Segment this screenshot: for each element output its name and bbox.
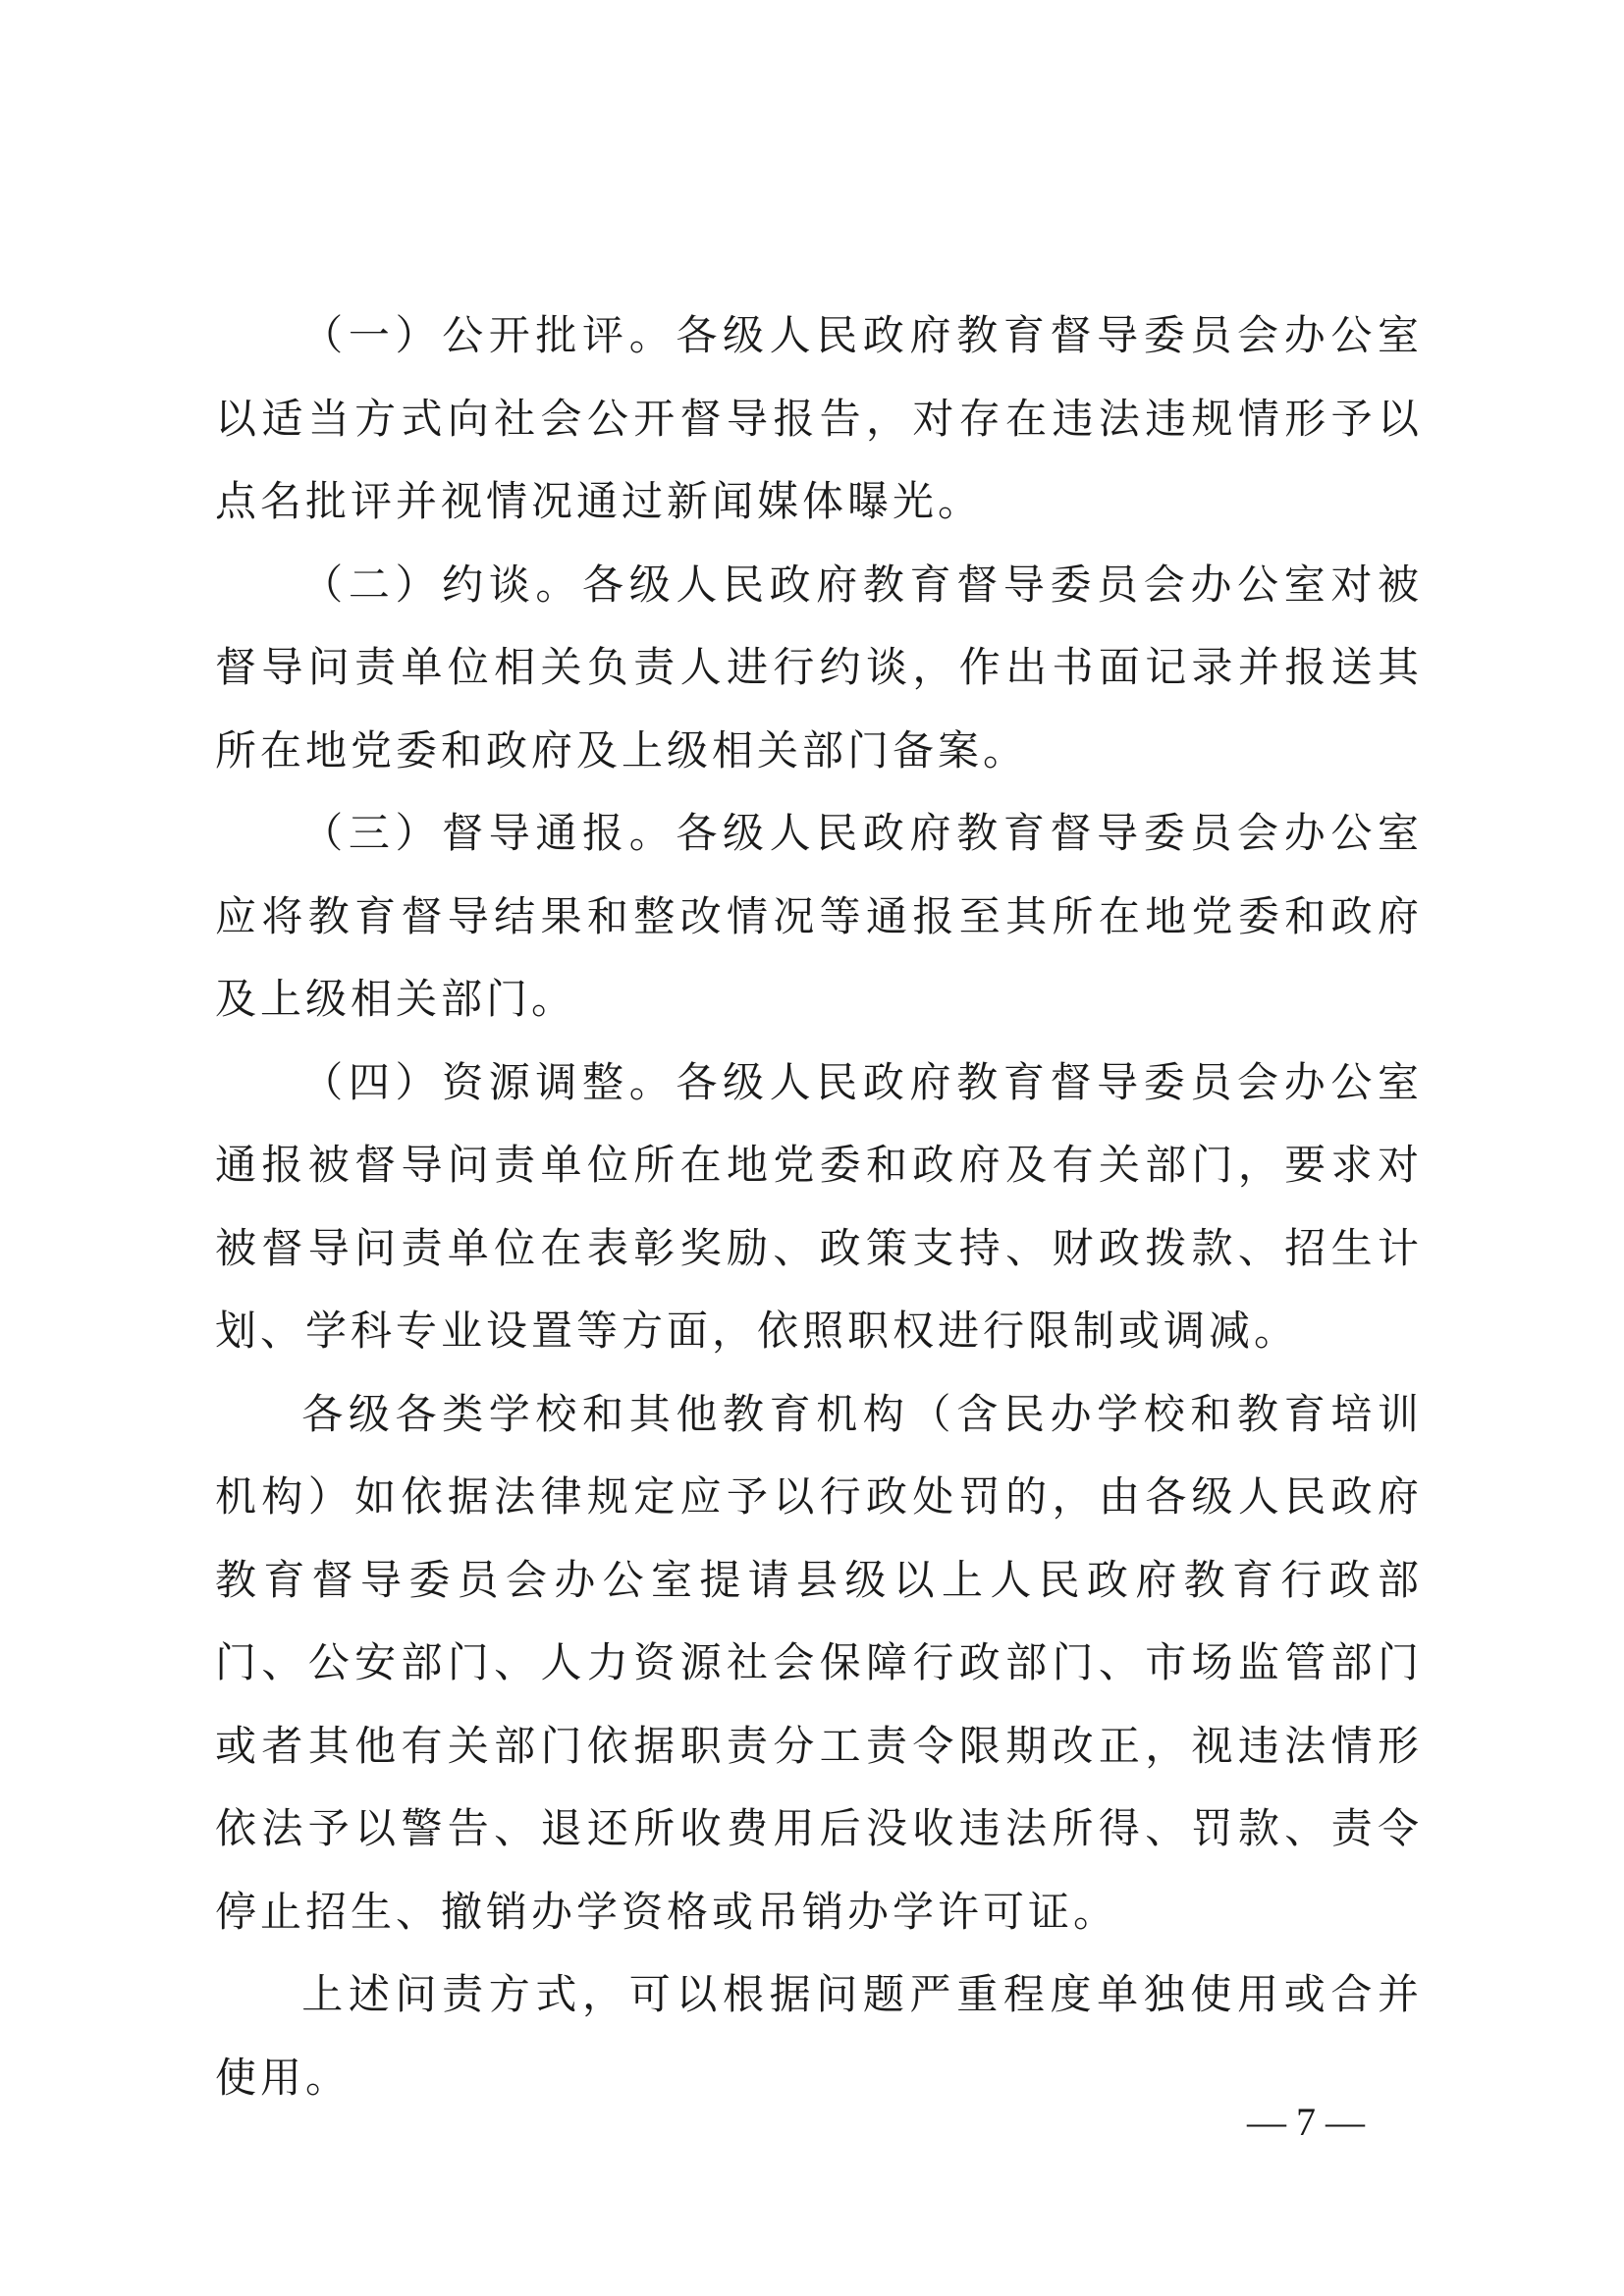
paragraph-public-criticism: （一）公开批评。各级人民政府教育督导委员会办公室以适当方式向社会公开督导报告，对存在违法违规情形予以点名批评并视情况通过新闻媒体曝光。 [215,311,1423,525]
page-number: — 7 — [1247,2100,1365,2144]
paragraph-interview: （二）约谈。各级人民政府教育督导委员会办公室对被督导问责单位相关负责人进行约谈，作出书面记录并报送其所在地党委和政府及上级相关部门备案。 [215,560,1423,774]
paragraph-administrative-penalty: 各级各类学校和其他教育机构（含民办学校和教育培训机构）如依据法律规定应予以行政处罚的，由各级人民政府教育督导委员会办公室提请县级以上人民政府教育行政部门、公安部门、人力资源社会保障行政部门、市场监管部门或者其他有关部门依据职责分工责令限期改正，视违法情形依法予以警告、退还所收费用后没收违法所得、罚款、责令停止招生、撤销办学资格或吊销办学许可证。 [215,1389,1423,1936]
paragraph-accountability-methods: 上述问责方式，可以根据问题严重程度单独使用或合并使用。 [215,1970,1423,2102]
document-body [215,294,1423,2119]
paragraph-supervision-notice: （三）督导通报。各级人民政府教育督导委员会办公室应将教育督导结果和整改情况等通报至其所在地党委和政府及上级相关部门。 [215,809,1423,1023]
paragraph-resource-adjustment: （四）资源调整。各级人民政府教育督导委员会办公室通报被督导问责单位所在地党委和政府及有关部门，要求对被督导问责单位在表彰奖励、政策支持、财政拨款、招生计划、学科专业设置等方面，依照职权进行限制或调减。 [215,1057,1423,1355]
